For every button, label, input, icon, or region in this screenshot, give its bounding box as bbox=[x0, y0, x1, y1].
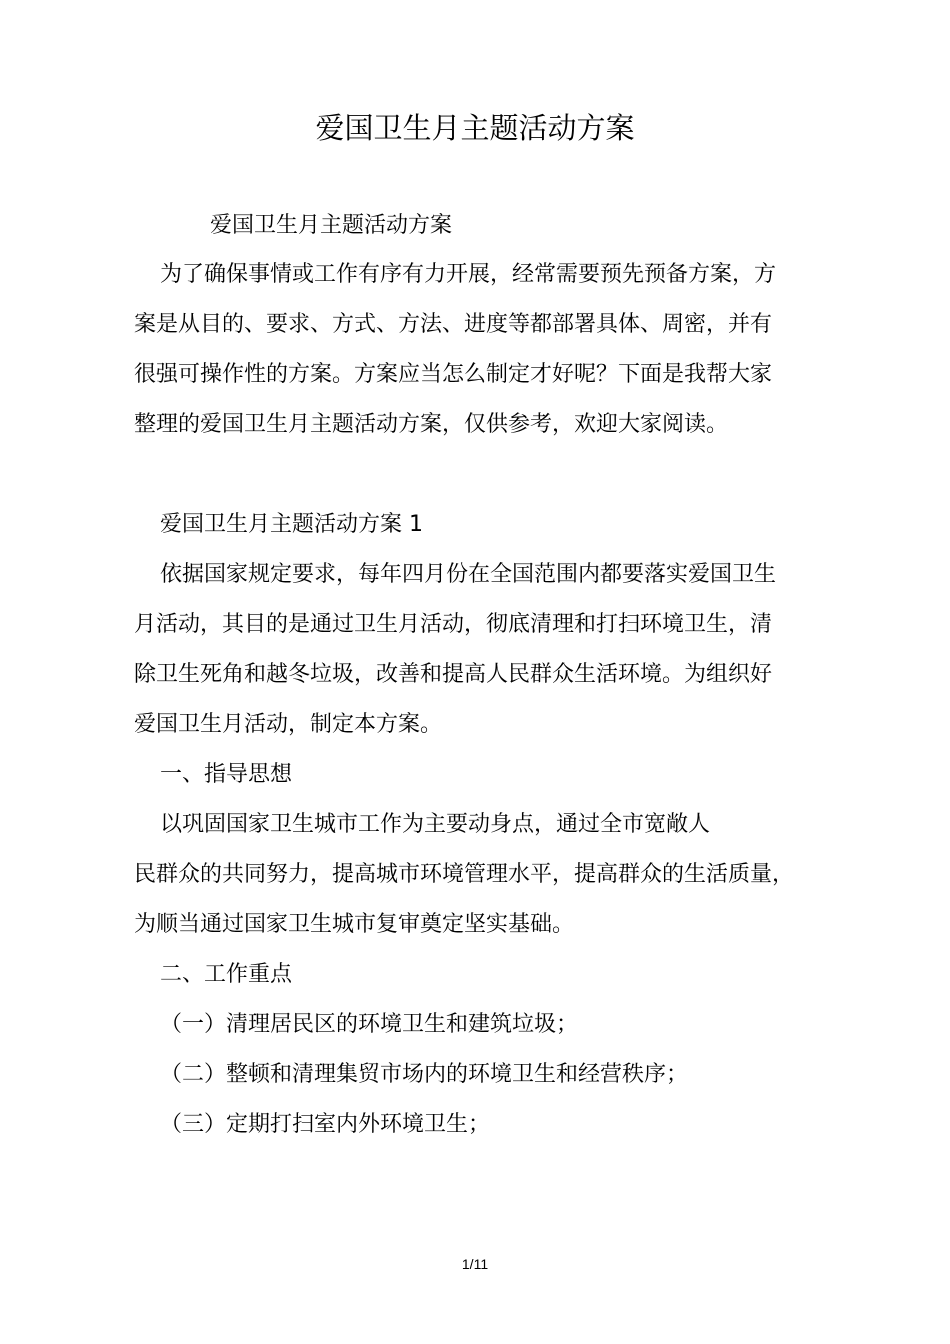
list-item: （二）整顿和清理集贸市场内的环境卫生和经营秩序； bbox=[160, 1062, 689, 1087]
subtitle-line: 爱国卫生月主题活动方案 bbox=[210, 213, 453, 238]
paragraph-line: 以巩固国家卫生城市工作为主要动身点，通过全市宽敞人 bbox=[160, 812, 711, 837]
paragraph-line: 依据国家规定要求，每年四月份在全国范围内都要落实爱国卫生 bbox=[160, 562, 777, 587]
paragraph-line: 很强可操作性的方案。方案应当怎么制定才好呢？下面是我帮大家 bbox=[134, 362, 773, 387]
paragraph-line: 为了确保事情或工作有序有力开展，经常需要预先预备方案，方 bbox=[160, 262, 777, 287]
paragraph-line: 爱国卫生月活动，制定本方案。 bbox=[134, 712, 443, 737]
page-title: 爱国卫生月主题活动方案 bbox=[315, 111, 635, 145]
paragraph-line: 月活动，其目的是通过卫生月活动，彻底清理和打扫环境卫生，清 bbox=[134, 612, 773, 637]
paragraph-line: 为顺当通过国家卫生城市复审奠定坚实基础。 bbox=[134, 912, 575, 937]
list-item: （一）清理居民区的环境卫生和建筑垃圾； bbox=[160, 1012, 579, 1037]
section-heading: 爱国卫生月主题活动方案 1 bbox=[160, 512, 423, 537]
paragraph-line: 民群众的共同努力，提高城市环境管理水平，提高群众的生活质量， bbox=[134, 862, 795, 887]
list-item: （三）定期打扫室内外环境卫生； bbox=[160, 1112, 491, 1137]
section-heading: 一、指导思想 bbox=[160, 762, 293, 787]
paragraph-line: 案是从目的、要求、方式、方法、进度等都部署具体、周密，并有 bbox=[134, 312, 773, 337]
page-number: 1/11 bbox=[461, 1256, 489, 1272]
paragraph-line: 整理的爱国卫生月主题活动方案，仅供参考，欢迎大家阅读。 bbox=[134, 412, 729, 437]
section-heading: 二、工作重点 bbox=[160, 962, 293, 987]
paragraph-line: 除卫生死角和越冬垃圾，改善和提高人民群众生活环境。为组织好 bbox=[134, 662, 773, 687]
